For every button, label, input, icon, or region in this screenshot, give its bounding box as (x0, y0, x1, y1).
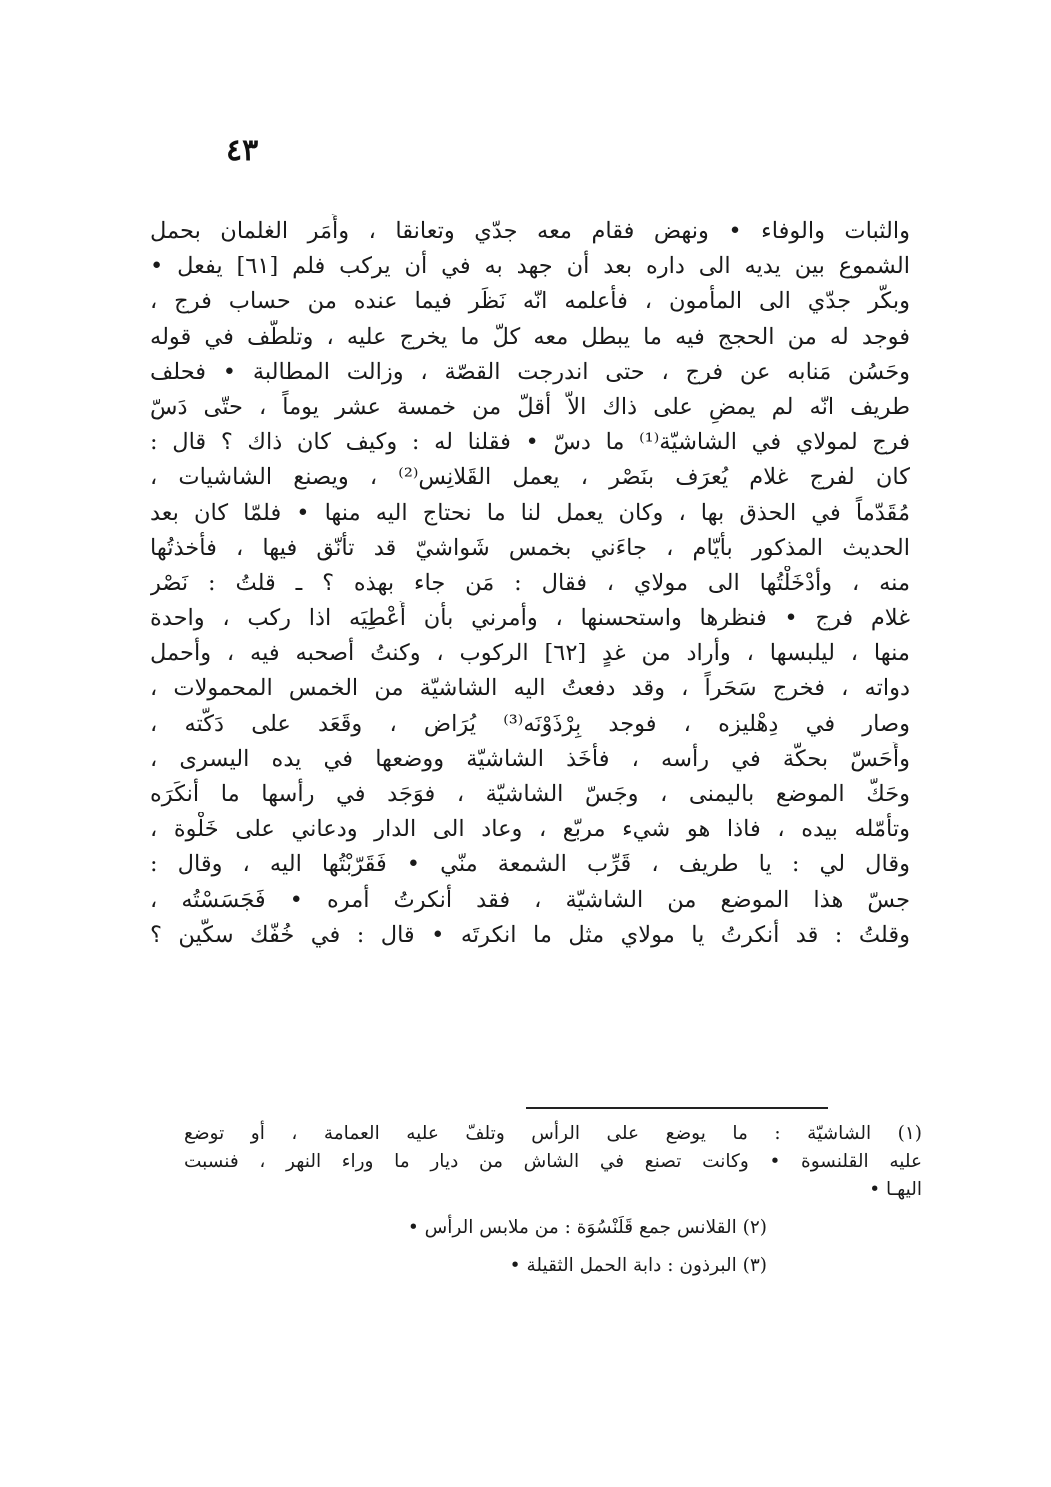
text-line: منها ، ليلبسها ، وأراد من غدٍ [٦٢] الركوب ، وكنتُ أصحبه فيه ، وأحمل (150, 640, 910, 667)
footnote-line: (٢) القلانس جمع قَلَنْسُوَة : من ملابس الرأس • (407, 1217, 767, 1238)
text-line: دواته ، فخرج سَحَراً ، وقد دفعتُ اليه الشاشيّة من الخمس المحمولات ، (150, 675, 910, 702)
main-text-block (150, 214, 910, 953)
text-line: وبكّر جدّي الى المأمون ، فأعلمه انّه نَظَر فيما عنده من حساب فرج ، (150, 288, 910, 315)
footnote-1 (184, 1120, 922, 1204)
text-line: وحَسُن مَنابه عن فرج ، حتى اندرجت القصّة ، وزالت المطالبة • فحلف (150, 358, 910, 385)
text-line: فرج لمولاي في الشاشيّة⁽¹⁾ ما دسّ • فقلنا له : وكيف كان ذاك ؟ قال : (150, 429, 910, 456)
text-line: جسّ هذا الموضع من الشاشيّة ، فقد أنكرتُ أمره • فَجَسَسْتُه ، (150, 886, 910, 913)
footnote-line: (٣) البرذون : دابة الحمل الثقيلة • (509, 1255, 767, 1276)
text-line: منه ، وأدْخَلْتُها الى مولاي ، فقال : مَن جاء بهذه ؟ ـ قلتُ : نَصْر (150, 569, 910, 596)
text-line: وقلتُ : قد أنكرتُ يا مولاي مثل ما انكرتَه • قال : في خُفّك سكّين ؟ (150, 921, 910, 948)
text-line: وتأمّله بيده ، فاذا هو شيء مربّع ، وعاد الى الدار ودعاني على خَلْوة ، (150, 816, 910, 843)
page-number: ٤٣ (226, 133, 259, 168)
text-line: وقال لي : يا طريف ، قَرِّب الشمعة منّي • فَقَرّبْتُها اليه ، وقال : (150, 851, 910, 878)
text-line: وصار في دِهْليزه ، فوجد بِرْذَوْنَه⁽³⁾ يُرَاض ، وقَعَد على دَكّته ، (150, 710, 910, 737)
text-line: الحديث المذكور بأيّام ، جاءَني بخمس شَواشيّ قد تأنّق فيها ، فأخذتُها (150, 534, 910, 561)
text-line: كان لفرج غلام يُعرَف بنَصْر ، يعمل القَلانِس⁽²⁾ ، ويصنع الشاشيات ، (150, 464, 910, 491)
text-line: وحَكّ الموضع باليمنى ، وجَسّ الشاشيّة ، فوَجَد في رأسها ما أنكَرَه (150, 781, 910, 807)
text-line: طريف انّه لم يمضِ على ذاك الاّ أقلّ من خمسة عشر يوماً ، حتّى دَسّ (150, 393, 910, 420)
text-line: وأَحَسّ بحكّة في رأسه ، فأَخَذ الشاشيّة ووضعها في يده اليسرى ، (150, 745, 910, 772)
footnote-line: اليهـا • (869, 1179, 922, 1200)
text-line: فوجد له من الحجج فيه ما يبطل معه كلّ ما يخرج عليه ، وتلطّف في قوله (150, 323, 910, 350)
footnotes (184, 1120, 922, 1290)
text-line: الشموع بين يديه الى داره بعد أن جهد به في أن يركب فلم [٦١] يفعل • (150, 253, 910, 280)
text-line: والثبات والوفاء • ونهض فقام معه جدّي وتعانقا ، وأَمَر الغلمان بحمل (150, 218, 910, 244)
footnote-separator (526, 1107, 828, 1109)
text-line: مُقَدّماً في الحذق بها ، وكان يعمل لنا ما نحتاج اليه منها • فلمّا كان بعد (150, 499, 910, 526)
footnote-line: (١) الشاشيّة : ما يوضع على الرأس وتلفّ عليه العمامة ، أو توضع (184, 1123, 922, 1144)
footnote-2 (184, 1214, 922, 1242)
footnote-line: عليه القلنسوة • وكانت تصنع في الشاش من ديار ما وراء النهر ، فنسبت (184, 1151, 922, 1172)
footnote-3 (184, 1252, 922, 1280)
text-line: غلام فرج • فنظرها واستحسنها ، وأمرني بأن أُعْطِيَه اذا ركب ، واحدة (150, 605, 910, 632)
